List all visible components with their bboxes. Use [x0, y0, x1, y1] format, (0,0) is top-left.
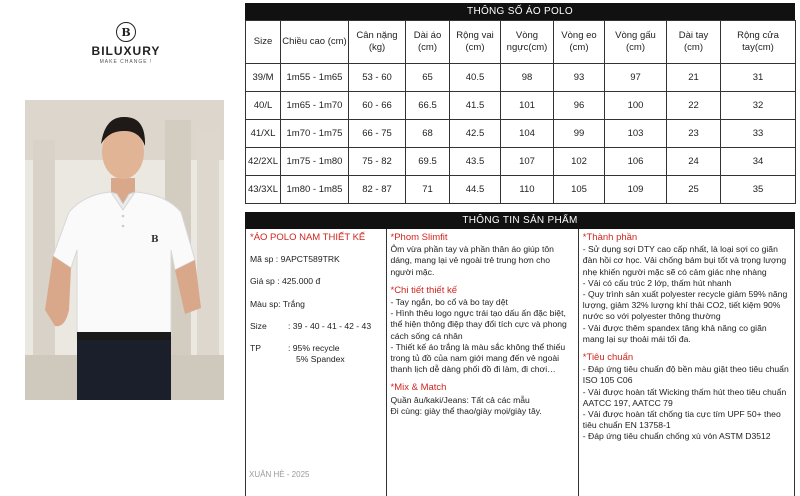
- table-cell: 34: [721, 148, 796, 176]
- mix-item: Quần âu/kaki/Jeans: Tất cả các mẫu: [390, 394, 530, 405]
- table-cell: 35: [721, 176, 796, 204]
- header-sleeve-length: Dài tay (cm): [667, 21, 721, 64]
- table-cell: 104: [501, 120, 554, 148]
- table-cell: 110: [501, 176, 554, 204]
- season-label: XUÂN HÈ - 2025: [249, 470, 310, 479]
- table-cell: 33: [721, 120, 796, 148]
- table-cell: 1m70 - 1m75: [281, 120, 349, 148]
- table-cell: 42/2XL: [246, 148, 281, 176]
- table-cell: 24: [667, 148, 721, 176]
- table-cell: 41/XL: [246, 120, 281, 148]
- header-hem: Vòng gấu (cm): [605, 21, 667, 64]
- brand-tagline: MAKE CHANGE !: [99, 59, 153, 65]
- standard-item: - Vải được hoàn tất chống tia cực tím UPF 50+ theo tiêu chuẩn EN 13758-1: [582, 409, 781, 431]
- material-column: [579, 229, 794, 496]
- table-cell: 1m65 - 1m70: [281, 92, 349, 120]
- header-cuff-width: Rộng cửa tay(cm): [721, 21, 796, 64]
- table-cell: 98: [501, 64, 554, 92]
- table-cell: 40/L: [246, 92, 281, 120]
- table-cell: 71: [406, 176, 450, 204]
- table-cell: 44.5: [450, 176, 501, 204]
- table-cell: 66 - 75: [349, 120, 406, 148]
- product-photo: [25, 100, 224, 400]
- table-row: [246, 120, 796, 148]
- mix-title: *Mix & Match: [390, 382, 447, 394]
- details-item: - Tay ngắn, bo cổ và bo tay dệt: [390, 297, 508, 308]
- header-shoulder: Rộng vai (cm): [450, 21, 501, 64]
- product-size-row: [250, 321, 382, 332]
- material-item: - Sử dụng sợi DTY cao cấp nhất, là loại sợi co giãn đàn hồi cơ học. Vải chống bám bụi tốt và trọng lượng nhẹ khiến người mặc sẽ có cảm giác nhẹ nhàng: [582, 244, 787, 277]
- table-cell: 60 - 66: [349, 92, 406, 120]
- header-size: Size: [246, 21, 281, 64]
- table-cell: 69.5: [406, 148, 450, 176]
- table-cell: 43/3XL: [246, 176, 281, 204]
- table-cell: 66.5: [406, 92, 450, 120]
- table-cell: 65: [406, 64, 450, 92]
- table-cell: 101: [501, 92, 554, 120]
- product-summary-column: [246, 229, 387, 496]
- table-row: [246, 64, 796, 92]
- table-cell: 21: [667, 64, 721, 92]
- material-item: - Vải được thêm spandex tăng khả năng co giãn mang lại sự thoải mái tối đa.: [582, 322, 767, 344]
- product-info-title: THÔNG TIN SẢN PHẨM: [245, 212, 795, 229]
- table-cell: 23: [667, 120, 721, 148]
- standard-item: - Đáp ứng tiêu chuẩn chống xù vón ASTM D3512: [582, 431, 771, 442]
- table-cell: 39/M: [246, 64, 281, 92]
- table-row: [246, 148, 796, 176]
- table-cell: 103: [605, 120, 667, 148]
- brand-name: BILUXURY: [91, 44, 161, 58]
- table-row: [246, 92, 796, 120]
- header-chest: Vòng ngực(cm): [501, 21, 554, 64]
- tp-value-1: : 95% recycle: [288, 343, 340, 354]
- size-label: Size: [250, 320, 267, 331]
- table-cell: 106: [605, 148, 667, 176]
- material-title: *Thành phần: [582, 232, 638, 243]
- table-cell: 22: [667, 92, 721, 120]
- product-info-box: [245, 229, 795, 496]
- material-item: - Quy trình sản xuất polyester recycle giảm 59% năng lượng, giảm 32% lượng khí thải CO2, tiết kiệm 90% nước so với polyester thông thường: [582, 289, 788, 322]
- mix-item: Đi cùng: giày thể thao/giày mọi/giày tây.: [390, 405, 542, 416]
- table-cell: 41.5: [450, 92, 501, 120]
- size-spec-section: [245, 3, 795, 204]
- fit-text: Ôm vừa phần tay và phần thân áo giúp tôn dáng, mang lại vẻ ngoài trẻ trung hơn cho người mặc.: [390, 244, 554, 277]
- table-cell: 102: [554, 148, 605, 176]
- table-cell: 1m75 - 1m80: [281, 148, 349, 176]
- logo-monogram: B: [116, 22, 136, 42]
- spec-header-row: [246, 21, 796, 64]
- table-cell: 25: [667, 176, 721, 204]
- table-cell: 1m55 - 1m65: [281, 64, 349, 92]
- header-weight: Cân nặng (kg): [349, 21, 406, 64]
- table-cell: 68: [406, 120, 450, 148]
- size-spec-table: [245, 20, 796, 204]
- table-cell: 99: [554, 120, 605, 148]
- material-item: - Vải có cấu trúc 2 lớp, thấm hút nhanh: [582, 277, 732, 288]
- table-cell: 75 - 82: [349, 148, 406, 176]
- table-cell: 1m80 - 1m85: [281, 176, 349, 204]
- table-cell: 96: [554, 92, 605, 120]
- table-cell: 43.5: [450, 148, 501, 176]
- details-title: *Chi tiết thiết kế: [390, 284, 458, 296]
- table-cell: 32: [721, 92, 796, 120]
- design-column: [387, 229, 579, 496]
- table-cell: 97: [605, 64, 667, 92]
- table-cell: 100: [605, 92, 667, 120]
- tp-label: TP: [250, 343, 261, 354]
- spec-table-title: THÔNG SỐ ÁO POLO: [245, 3, 795, 20]
- header-length: Dài áo (cm): [406, 21, 450, 64]
- table-cell: 31: [721, 64, 796, 92]
- tp-value-2: 5% Spandex: [296, 354, 345, 365]
- table-cell: 109: [605, 176, 667, 204]
- table-cell: 105: [554, 176, 605, 204]
- product-sku: Mã sp : 9APCT589TRK: [250, 254, 340, 265]
- header-height: Chiều cao (cm): [281, 21, 349, 64]
- product-material-row: [250, 343, 382, 365]
- product-name: *ÁO POLO NAM THIẾT KẾ: [250, 232, 366, 243]
- table-row: [246, 176, 796, 204]
- table-cell: 53 - 60: [349, 64, 406, 92]
- standard-item: - Vải được hoàn tất Wicking thấm hút theo tiêu chuẩn AATCC 197, AATCC 79: [582, 386, 787, 408]
- header-waist: Vòng eo (cm): [554, 21, 605, 64]
- table-cell: 40.5: [450, 64, 501, 92]
- fit-title: *Phom Slimfit: [390, 232, 448, 243]
- brand-logo: [78, 22, 174, 65]
- table-cell: 107: [501, 148, 554, 176]
- table-cell: 42.5: [450, 120, 501, 148]
- table-cell: 82 - 87: [349, 176, 406, 204]
- product-color: Màu sp: Trắng: [250, 298, 305, 309]
- product-price: Giá sp : 425.000 đ: [250, 276, 321, 287]
- details-item: - Thiết kế áo trắng là màu sắc không thể thiếu trong tủ đồ của nam giới mang đến vẻ ngoài thanh lịch dễ dàng phối đồ đi làm, đi chơi…: [390, 341, 566, 375]
- standard-item: - Đáp ứng tiêu chuẩn độ bền màu giặt theo tiêu chuẩn ISO 105 C06: [582, 364, 789, 386]
- table-cell: 93: [554, 64, 605, 92]
- svg-text:B: B: [151, 235, 159, 245]
- standard-title: *Tiêu chuẩn: [582, 352, 634, 364]
- size-value: : 39 - 40 - 41 - 42 - 43: [288, 320, 372, 331]
- product-info-section: [245, 212, 795, 496]
- details-item: - Hình thêu logo ngực trái tạo dấu ấn đặc biệt, thể hiện thông điệp thay đổi tích cực và phong cách sống cá nhân: [390, 308, 567, 341]
